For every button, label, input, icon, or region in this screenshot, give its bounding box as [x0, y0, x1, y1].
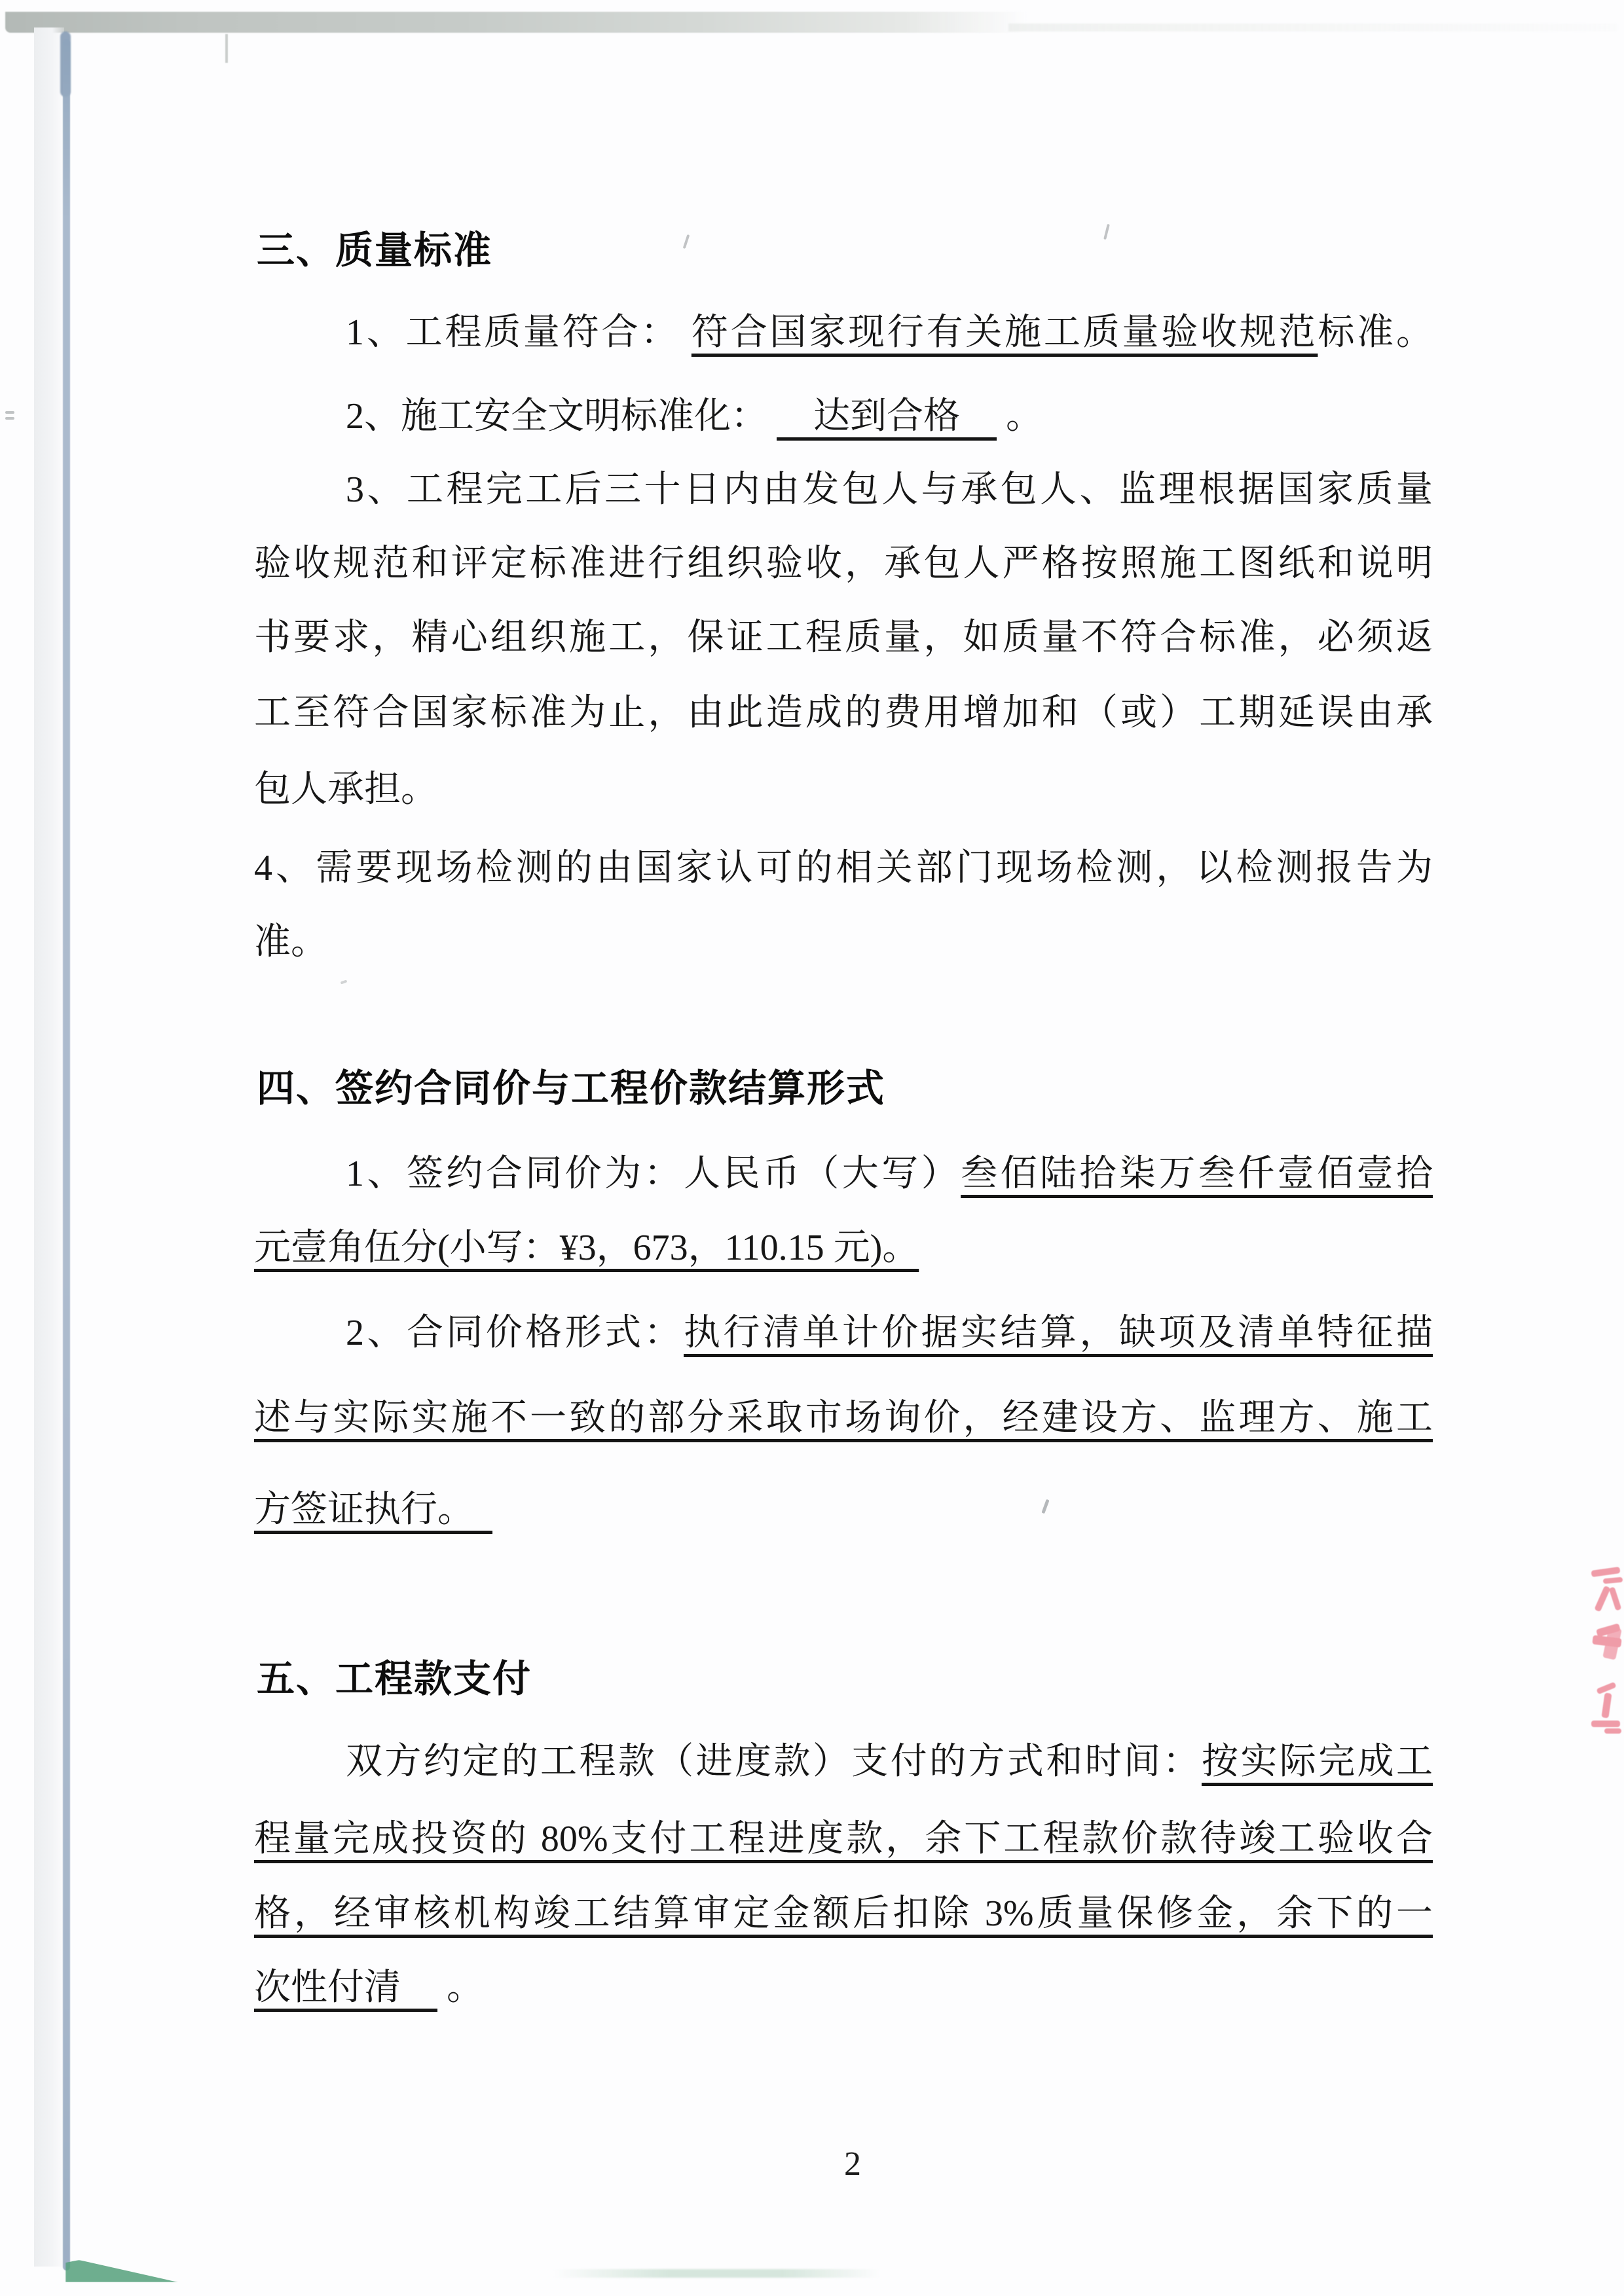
filled-blank: 格，经审核机构竣工结算审定金额后扣除 3%质量保修金，余下的一 [254, 1893, 1433, 1934]
clause-quality-3-line2 [254, 541, 1433, 587]
page-number: 2 [844, 2145, 861, 2183]
text-segment: 双方约定的工程款（进度款）支付的方式和时间： [346, 1741, 1202, 1782]
text-segment: 1、工程质量符合： [346, 312, 692, 353]
text-segment: 。 [997, 396, 1043, 437]
clause-price-2-line1 [254, 1310, 1433, 1356]
text-segment: 验收规范和评定标准进行组织验收，承包人严格按照施工图纸和说明 [254, 543, 1433, 584]
clause-price-2-line3 [254, 1487, 1433, 1533]
text-segment: 包人承担。 [254, 769, 437, 810]
clause-price-1-line1 [254, 1151, 1433, 1197]
filled-blank: 符合国家现行有关施工质量验收规范 [691, 312, 1318, 353]
text-segment: 标准。 [1318, 312, 1433, 353]
clause-payment-line1 [254, 1739, 1433, 1785]
scan-bottom-smear [553, 2269, 881, 2278]
handwriting-fragment-3 [1587, 1684, 1624, 1736]
contract-price-figures: 元壹角伍分(小写：¥3，673，110.15 元)。 [254, 1228, 919, 1268]
text-segment: 4、需要现场检测的由国家认可的相关部门现场检测，以检测报告为 [254, 848, 1433, 888]
filled-blank: 按实际完成工 [1201, 1741, 1433, 1782]
section-heading-contract-price: 四、签约合同价与工程价款结算形式 [257, 1067, 886, 1110]
scan-edge-left-band [34, 27, 64, 2267]
contract-price-words: 叁佰陆拾柒万叁仟壹佰壹拾 [961, 1154, 1433, 1194]
clause-quality-4-line1 [254, 845, 1433, 891]
filled-blank: 达到合格 [777, 396, 997, 437]
stray-mark-apostrophe-1 [683, 234, 690, 249]
section-heading-quality: 三、质量标准 [257, 229, 493, 272]
scan-edge-tick [225, 34, 228, 63]
text-segment: 2、施工安全文明标准化： [346, 396, 777, 437]
clause-payment-line3 [254, 1891, 1433, 1937]
text-segment: 1、签约合同价为：人民币（大写） [346, 1154, 961, 1194]
clause-price-1-line2 [254, 1225, 1433, 1271]
filled-blank: 述与实际实施不一致的部分采取市场询价，经建设方、监理方、施工 [254, 1398, 1433, 1438]
section-heading-payment: 五、工程款支付 [257, 1658, 532, 1701]
scan-edge-top-band [5, 12, 1027, 33]
clause-price-2-line2 [254, 1395, 1433, 1441]
scan-corner-green-mark [65, 2260, 178, 2282]
filled-blank: 执行清单计价据实结算，缺项及清单特征描 [684, 1313, 1433, 1353]
clause-quality-2 [254, 393, 1433, 439]
text-segment: 。 [437, 1967, 483, 2008]
stray-mark-left-margin [5, 411, 14, 414]
clause-payment-line4 [254, 1965, 1433, 2011]
text-segment: 2、合同价格形式： [346, 1313, 684, 1353]
filled-blank: 次性付清 [254, 1967, 437, 2008]
stray-mark-dot [341, 979, 348, 984]
clause-quality-4-line2 [254, 919, 1433, 965]
page-fold-line [63, 39, 70, 2270]
clause-quality-3-line5 [254, 767, 1433, 812]
scan-edge-top-tail [1008, 24, 1617, 31]
filled-blank: 方签证执行。 [254, 1489, 492, 1530]
clause-quality-3-line1 [254, 467, 1433, 513]
filled-blank: 程量完成投资的 80%支付工程进度款，余下工程款价款待竣工验收合 [254, 1819, 1433, 1859]
handwriting-fragment-1 [1587, 1567, 1624, 1613]
text-segment: 书要求，精心组织施工，保证工程质量，如质量不符合标准，必须返 [254, 617, 1433, 658]
stray-mark-apostrophe-2 [1103, 224, 1110, 240]
clause-quality-3-line3 [254, 615, 1433, 661]
text-segment: 3、工程完工后三十日内由发包人与承包人、监理根据国家质量 [346, 469, 1433, 510]
clause-quality-1 [254, 310, 1433, 355]
clause-quality-3-line4 [254, 690, 1433, 736]
text-segment: 准。 [254, 922, 327, 962]
clause-payment-line2 [254, 1816, 1433, 1862]
text-segment: 工至符合国家标准为止，由此造成的费用增加和（或）工期延误由承 [254, 693, 1433, 733]
handwriting-fragment-2 [1591, 1625, 1624, 1662]
